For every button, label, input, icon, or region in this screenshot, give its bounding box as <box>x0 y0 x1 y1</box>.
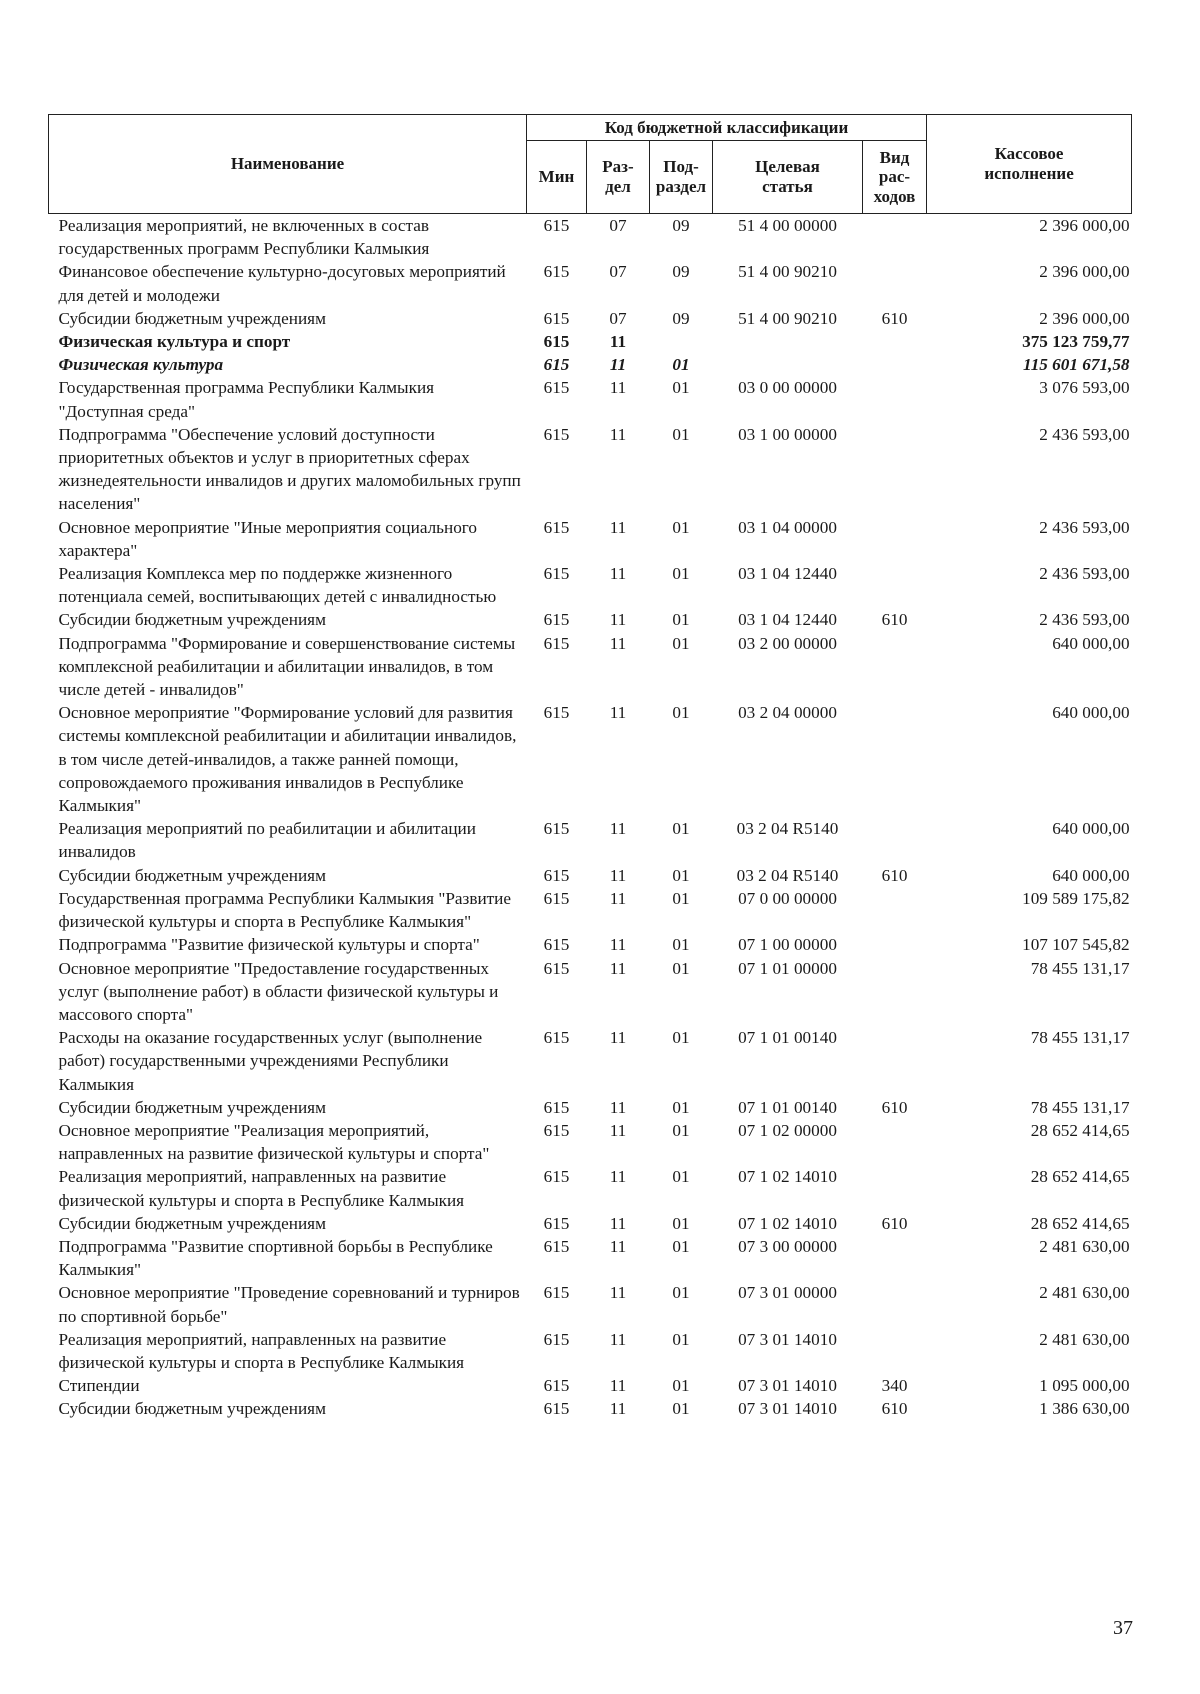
cell-sum: 107 107 545,82 <box>1022 935 1130 955</box>
cell-celevaya: 03 2 04 R5140 <box>736 865 839 885</box>
cell-celevaya: 07 1 01 00140 <box>738 1097 837 1117</box>
cell-vid: 610 <box>881 1213 908 1233</box>
cell-name: Подпрограмма "Формирование и совершенствование системы комплексной реабилитации и абилитации инвалидов, в том числе детей - инвалидов" <box>58 633 516 700</box>
cell-razdel: 11 <box>609 958 627 978</box>
cell-sum: 2 481 630,00 <box>1039 1236 1130 1256</box>
cell-podrazdel: 01 <box>672 888 690 908</box>
cell-min: 615 <box>543 517 570 537</box>
cell-celevaya: 03 2 04 R5140 <box>736 819 839 839</box>
cell-name: Подпрограмма "Развитие спортивной борьбы в Республике Калмыкия" <box>58 1236 493 1280</box>
cell-sum: 78 455 131,17 <box>1030 1097 1130 1117</box>
cell-razdel: 07 <box>609 216 627 235</box>
cell-razdel: 11 <box>609 1236 627 1256</box>
header-name: Наименование <box>49 115 527 214</box>
table-row <box>49 608 1132 631</box>
cell-celevaya: 03 1 04 12440 <box>738 564 837 584</box>
cell-name: Реализация мероприятий по реабилитации и абилитации инвалидов <box>58 819 476 862</box>
header-razdel-text: Раз- дел <box>602 157 634 196</box>
table-row <box>49 1374 1132 1397</box>
cell-vid <box>863 353 927 376</box>
cell-name: Финансовое обеспечение культурно-досуговых мероприятий для детей и молодежи <box>58 262 506 305</box>
cell-celevaya: 03 1 04 00000 <box>738 517 837 537</box>
cell-razdel: 11 <box>609 1213 627 1233</box>
table-row <box>49 376 1132 422</box>
cell-name: Реализация мероприятий, не включенных в состав государственных программ Республики Калмыкия <box>58 216 430 259</box>
cell-sum: 375 123 759,77 <box>1022 332 1130 352</box>
cell-podrazdel: 01 <box>672 819 690 839</box>
cell-celevaya: 51 4 00 90210 <box>738 262 837 282</box>
cell-razdel: 11 <box>609 1399 627 1419</box>
cell-razdel: 07 <box>609 308 627 328</box>
cell-celevaya: 07 3 01 00000 <box>738 1283 837 1303</box>
cell-vid: 610 <box>881 308 908 328</box>
table-row <box>49 1397 1132 1420</box>
cell-vid: 610 <box>881 610 908 630</box>
table-row <box>49 701 1132 817</box>
cell-vid <box>863 1235 927 1281</box>
cell-podrazdel: 09 <box>672 216 690 235</box>
cell-min: 615 <box>543 262 570 282</box>
cell-podrazdel <box>650 330 713 353</box>
cell-celevaya <box>713 353 863 376</box>
cell-razdel: 11 <box>609 819 627 839</box>
cell-razdel: 11 <box>609 517 627 537</box>
header-celevaya-text: Целевая статья <box>755 157 820 196</box>
cell-sum: 2 436 593,00 <box>1039 564 1130 584</box>
cell-celevaya: 07 1 02 14010 <box>738 1167 837 1187</box>
cell-name: Подпрограмма "Обеспечение условий доступности приоритетных объектов и услуг в приоритетных сферах жизнедеятельности инвалидов и других маломобильных групп населения" <box>58 424 521 514</box>
cell-celevaya: 07 1 01 00140 <box>738 1028 837 1048</box>
cell-name: Государственная программа Республики Калмыкия "Доступная среда" <box>58 378 435 421</box>
cell-sum: 115 601 671,58 <box>1023 355 1130 375</box>
cell-sum: 2 436 593,00 <box>1039 424 1130 444</box>
cell-vid <box>863 701 927 817</box>
cell-min: 615 <box>543 1399 570 1419</box>
cell-vid <box>863 330 927 353</box>
cell-min: 615 <box>543 424 570 444</box>
cell-vid <box>863 423 927 516</box>
cell-name: Физическая культура <box>58 355 224 375</box>
cell-min: 615 <box>543 1028 570 1048</box>
cell-name: Реализация мероприятий, направленных на развитие физической культуры и спорта в Республике Калмыкия <box>58 1167 465 1210</box>
cell-vid <box>863 1026 927 1096</box>
cell-min: 615 <box>543 308 570 328</box>
cell-vid <box>863 1119 927 1165</box>
cell-min: 615 <box>543 1283 570 1303</box>
cell-vid: 610 <box>881 1097 908 1117</box>
cell-vid <box>863 260 927 306</box>
cell-name: Субсидии бюджетным учреждениям <box>58 1399 326 1419</box>
table-row <box>49 423 1132 516</box>
cell-vid: 610 <box>881 1399 908 1419</box>
cell-sum: 78 455 131,17 <box>1030 1028 1130 1048</box>
cell-podrazdel: 01 <box>672 424 690 444</box>
cell-min: 615 <box>543 1236 570 1256</box>
cell-podrazdel: 01 <box>672 378 690 398</box>
table-row <box>49 957 1132 1027</box>
cell-celevaya: 07 1 02 14010 <box>738 1213 837 1233</box>
table-body <box>49 214 1132 1421</box>
table-row <box>49 1281 1132 1327</box>
cell-min: 615 <box>543 888 570 908</box>
cell-podrazdel: 09 <box>672 308 690 328</box>
cell-sum: 640 000,00 <box>1052 865 1130 885</box>
cell-celevaya: 03 2 00 00000 <box>738 633 837 653</box>
cell-sum: 2 396 000,00 <box>1039 308 1130 328</box>
cell-min: 615 <box>543 1213 570 1233</box>
table-row <box>49 562 1132 608</box>
cell-sum: 109 589 175,82 <box>1022 888 1130 908</box>
cell-razdel: 11 <box>609 378 627 398</box>
cell-razdel: 11 <box>609 1329 627 1349</box>
cell-celevaya: 03 0 00 00000 <box>738 378 837 398</box>
cell-name: Субсидии бюджетным учреждениям <box>58 865 326 885</box>
cell-razdel: 11 <box>609 703 627 723</box>
cell-podrazdel: 01 <box>672 703 690 723</box>
cell-podrazdel: 09 <box>672 262 690 282</box>
budget-table <box>48 114 1132 1421</box>
cell-sum: 2 436 593,00 <box>1039 610 1130 630</box>
cell-vid <box>863 516 927 562</box>
cell-min: 615 <box>543 564 570 584</box>
cell-sum: 2 436 593,00 <box>1039 517 1130 537</box>
cell-podrazdel: 01 <box>672 1213 690 1233</box>
cell-celevaya: 07 3 01 14010 <box>738 1329 837 1349</box>
cell-min: 615 <box>543 703 570 723</box>
cell-sum: 640 000,00 <box>1052 819 1130 839</box>
cell-celevaya: 07 1 00 00000 <box>738 935 837 955</box>
cell-vid <box>863 376 927 422</box>
cell-podrazdel: 01 <box>672 1120 690 1140</box>
cell-podrazdel: 01 <box>672 1399 690 1419</box>
cell-sum: 3 076 593,00 <box>1039 378 1130 398</box>
document-page <box>48 114 1132 1421</box>
header-vid-text: Вид рас- ходов <box>873 147 916 206</box>
table-row <box>49 214 1132 261</box>
cell-min: 615 <box>543 378 570 398</box>
cell-razdel: 11 <box>609 355 627 375</box>
cell-podrazdel: 01 <box>672 935 690 955</box>
cell-min: 615 <box>543 216 570 235</box>
cell-vid <box>863 1165 927 1211</box>
table-row <box>49 887 1132 933</box>
cell-podrazdel: 01 <box>672 1097 690 1117</box>
cell-sum: 28 652 414,65 <box>1030 1120 1130 1140</box>
cell-sum: 2 396 000,00 <box>1039 262 1130 282</box>
cell-sum: 1 386 630,00 <box>1039 1399 1130 1419</box>
cell-podrazdel: 01 <box>672 1167 690 1187</box>
cell-podrazdel: 01 <box>672 517 690 537</box>
table-row <box>49 1235 1132 1281</box>
cell-celevaya: 03 2 04 00000 <box>738 703 837 723</box>
cell-sum: 640 000,00 <box>1052 703 1130 723</box>
cell-vid <box>863 887 927 933</box>
table-row <box>49 260 1132 306</box>
cell-vid <box>863 957 927 1027</box>
cell-vid <box>863 562 927 608</box>
cell-name: Субсидии бюджетным учреждениям <box>58 308 326 328</box>
cell-sum: 2 396 000,00 <box>1039 216 1130 235</box>
cell-razdel: 11 <box>609 1120 627 1140</box>
cell-podrazdel: 01 <box>672 1028 690 1048</box>
cell-celevaya: 51 4 00 00000 <box>738 216 837 235</box>
cell-name: Подпрограмма "Развитие физической культуры и спорта" <box>58 935 480 955</box>
cell-min: 615 <box>543 819 570 839</box>
cell-podrazdel: 01 <box>672 1329 690 1349</box>
cell-min: 615 <box>543 958 570 978</box>
table-row <box>49 516 1132 562</box>
cell-sum: 78 455 131,17 <box>1030 958 1130 978</box>
cell-razdel: 11 <box>609 1376 627 1396</box>
cell-name: Стипендии <box>58 1376 140 1396</box>
header-sum-text: Кассовое исполнение <box>984 144 1074 183</box>
cell-celevaya: 07 1 02 00000 <box>738 1120 837 1140</box>
cell-podrazdel: 01 <box>672 1236 690 1256</box>
cell-razdel: 11 <box>609 865 627 885</box>
cell-vid <box>863 1281 927 1327</box>
cell-vid <box>863 933 927 956</box>
cell-sum: 640 000,00 <box>1052 633 1130 653</box>
cell-podrazdel: 01 <box>672 1376 690 1396</box>
cell-razdel: 11 <box>609 424 627 444</box>
cell-name: Основное мероприятие "Предоставление государственных услуг (выполнение работ) в области физической культуры и массового спорта" <box>58 958 499 1024</box>
cell-celevaya: 07 3 01 14010 <box>738 1399 837 1419</box>
cell-razdel: 11 <box>609 1167 627 1187</box>
cell-name: Основное мероприятие "Реализация мероприятий, направленных на развитие физической культуры и спорта" <box>58 1120 490 1164</box>
cell-podrazdel: 01 <box>672 355 690 375</box>
cell-podrazdel: 01 <box>672 958 690 978</box>
cell-celevaya: 07 3 00 00000 <box>738 1236 837 1256</box>
cell-razdel: 11 <box>609 935 627 955</box>
table-row <box>49 817 1132 863</box>
cell-razdel: 11 <box>609 1097 627 1117</box>
table-row <box>49 1026 1132 1096</box>
cell-razdel: 11 <box>609 332 627 352</box>
table-row <box>49 330 1132 353</box>
cell-name: Государственная программа Республики Калмыкия "Развитие физической культуры и спорта в Республике Калмыкия" <box>58 888 511 932</box>
table-row <box>49 353 1132 376</box>
cell-sum: 1 095 000,00 <box>1039 1376 1130 1396</box>
cell-name: Субсидии бюджетным учреждениям <box>58 1097 326 1117</box>
cell-min: 615 <box>543 1120 570 1140</box>
cell-name: Субсидии бюджетным учреждениям <box>58 610 326 630</box>
cell-sum: 28 652 414,65 <box>1030 1213 1130 1233</box>
cell-celevaya: 03 1 04 12440 <box>738 610 837 630</box>
header-code-group: Код бюджетной классификации <box>527 115 927 141</box>
cell-celevaya: 03 1 00 00000 <box>738 424 837 444</box>
cell-celevaya: 51 4 00 90210 <box>738 308 837 328</box>
cell-razdel: 11 <box>609 1283 627 1303</box>
cell-podrazdel: 01 <box>672 564 690 584</box>
cell-min: 615 <box>543 332 570 352</box>
cell-sum: 2 481 630,00 <box>1039 1283 1130 1303</box>
cell-vid: 340 <box>881 1376 908 1396</box>
table-row <box>49 307 1132 330</box>
cell-vid <box>863 1328 927 1374</box>
cell-sum: 28 652 414,65 <box>1030 1167 1130 1187</box>
header-sum <box>927 115 1132 214</box>
cell-min: 615 <box>543 355 570 375</box>
cell-min: 615 <box>543 1329 570 1349</box>
cell-vid <box>863 817 927 863</box>
cell-min: 615 <box>543 865 570 885</box>
cell-celevaya: 07 0 00 00000 <box>738 888 837 908</box>
cell-min: 615 <box>543 1167 570 1187</box>
cell-celevaya <box>713 330 863 353</box>
cell-razdel: 11 <box>609 564 627 584</box>
header-podrazdel-text: Под- раздел <box>655 157 707 196</box>
cell-razdel: 11 <box>609 610 627 630</box>
header-vid <box>863 141 927 214</box>
cell-name: Субсидии бюджетным учреждениям <box>58 1213 326 1233</box>
cell-podrazdel: 01 <box>672 865 690 885</box>
cell-razdel: 07 <box>609 262 627 282</box>
cell-podrazdel: 01 <box>672 633 690 653</box>
cell-celevaya: 07 3 01 14010 <box>738 1376 837 1396</box>
cell-min: 615 <box>543 935 570 955</box>
cell-vid <box>863 214 927 261</box>
table-row <box>49 1096 1132 1119</box>
cell-name: Основное мероприятие "Иные мероприятия социального характера" <box>58 517 478 560</box>
cell-sum: 2 481 630,00 <box>1039 1329 1130 1349</box>
cell-podrazdel: 01 <box>672 610 690 630</box>
cell-min: 615 <box>543 1097 570 1117</box>
cell-podrazdel: 01 <box>672 1283 690 1303</box>
table-row <box>49 1119 1132 1165</box>
header-razdel <box>587 141 650 214</box>
cell-razdel: 11 <box>609 633 627 653</box>
header-min: Мин <box>527 141 587 214</box>
table-row <box>49 1328 1132 1374</box>
cell-razdel: 11 <box>609 1028 627 1048</box>
header-podrazdel <box>650 141 713 214</box>
cell-name: Основное мероприятие "Формирование условий для развития системы комплексной реабилитации и абилитации инвалидов, в том числе детей-инвалидов, а также ранней помощи, сопровождаемого проживания инвалидов в Республике Калмыкия" <box>58 703 517 816</box>
cell-min: 615 <box>543 1376 570 1396</box>
table-row <box>49 1165 1132 1211</box>
cell-name: Расходы на оказание государственных услуг (выполнение работ) государственными учреждениями Республики Калмыкия <box>58 1028 483 1094</box>
cell-name: Физическая культура и спорт <box>58 332 291 352</box>
header-celevaya <box>713 141 863 214</box>
cell-celevaya: 07 1 01 00000 <box>738 958 837 978</box>
table-row <box>49 864 1132 887</box>
table-header <box>49 115 1132 214</box>
cell-vid: 610 <box>881 865 908 885</box>
cell-name: Реализация мероприятий, направленных на развитие физической культуры и спорта в Республике Калмыкия <box>58 1329 465 1372</box>
table-row <box>49 933 1132 956</box>
table-row <box>49 632 1132 702</box>
cell-min: 615 <box>543 633 570 653</box>
cell-name: Основное мероприятие "Проведение соревнований и турниров по спортивной борьбе" <box>58 1283 520 1326</box>
cell-name: Реализация Комплекса мер по поддержке жизненного потенциала семей, воспитывающих детей с инвалидностью <box>58 564 497 607</box>
table-row <box>49 1212 1132 1235</box>
page-number: 37 <box>1113 1617 1133 1639</box>
cell-min: 615 <box>543 610 570 630</box>
cell-vid <box>863 632 927 702</box>
cell-razdel: 11 <box>609 888 627 908</box>
